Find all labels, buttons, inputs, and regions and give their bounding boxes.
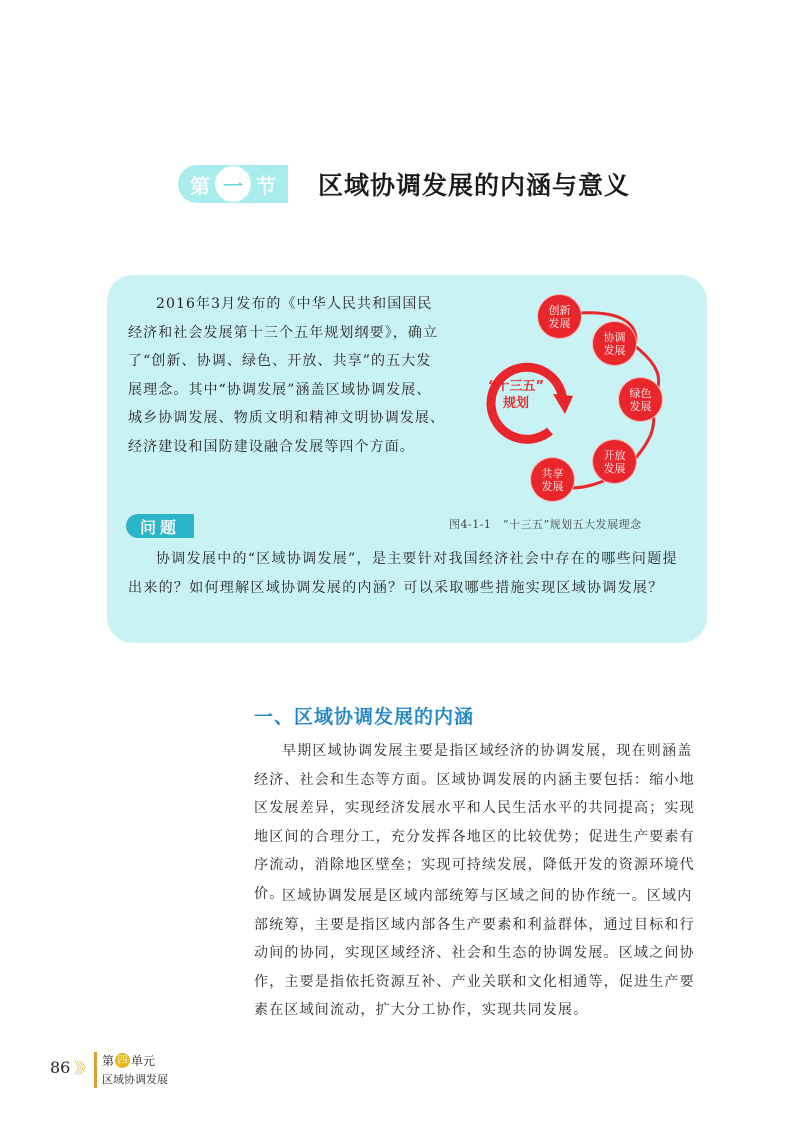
- body-paragraph-2: 区域协调发展是区域内部统筹与区域之间的协作统一。区域内部统筹，主要是指区域内部各生产要素和利益群体，通过目标和行动间的协同，实现区域经济、社会和生态的协调发展。区域之间协作，主要是指依托资源互补、产业关联和文化相通等，促进生产要素在区域间流动，扩大分工协作，实现共同发展。: [254, 888, 695, 1018]
- subsection-heading: 一、区域协调发展的内涵: [254, 706, 475, 728]
- node-coordination: [593, 322, 636, 365]
- node-openness: [593, 440, 636, 483]
- intro-paragraph: 2016年3月发布的《中华人民共和国国民经济和社会发展第十三个五年规划纲要》，确立了“创新、协调、绿色、开放、共享”的五大发展理念。其中“协调发展”涵盖区域协调发展、城乡协调发展、物质文明和精神文明协调发展、经济建设和国防建设融合发展等四个方面。: [128, 296, 446, 455]
- section-tag-suffix: 节: [256, 173, 276, 198]
- section-title: 区域协调发展的内涵与意义: [318, 171, 631, 200]
- center-label-line2: 规划: [502, 396, 529, 411]
- cycle-arrowhead: [553, 394, 573, 414]
- node-label: 发展: [548, 316, 571, 330]
- unit-number-badge: 四: [115, 1053, 130, 1068]
- unit-title: 区域协调发展: [102, 1073, 168, 1086]
- section-number-badge: [215, 166, 251, 202]
- center-label-line1: “十三五”: [487, 379, 545, 394]
- question-paragraph: 协调发展中的“区域协调发展”，是主要针对我国经济社会中存在的哪些问题提出来的？如何理解区域协调发展的内涵？可以采取哪些措施实现区域协调发展？: [128, 551, 678, 596]
- node-label: 发展: [603, 343, 626, 357]
- five-development-concepts-figure: [475, 286, 705, 511]
- node-label: 绿色: [629, 386, 652, 400]
- node-label: 创新: [548, 303, 571, 317]
- section-number: 一: [223, 173, 243, 198]
- center-label: [481, 378, 551, 412]
- node-label: 开放: [603, 448, 626, 462]
- figure-caption: 图4-1-1 “十三五”规划五大发展理念: [449, 518, 642, 531]
- node-label: 发展: [603, 461, 626, 475]
- page-number: 86: [50, 1058, 71, 1077]
- section-tag-prefix: 第: [190, 173, 210, 198]
- node-sharing: [531, 458, 574, 501]
- unit-prefix: 第: [102, 1054, 115, 1068]
- node-innovation: [538, 295, 581, 338]
- section-tag: [178, 165, 288, 203]
- node-label: 发展: [541, 479, 564, 493]
- body-paragraph-1: 早期区域协调发展主要是指区域经济的协调发展，现在则涵盖经济、社会和生态等方面。区域协调发展的内涵主要包括：缩小地区发展差异，实现经济发展水平和人民生活水平的共同提高；实现地区间的合理分工，充分发挥各地区的比较优势；促进生产要素有序流动，消除地区壁垒；实现可持续发展，降低开发的资源环境代价。: [254, 743, 695, 902]
- node-label: 协调: [603, 330, 626, 344]
- unit-suffix: 单元: [131, 1054, 156, 1068]
- unit-label: [102, 1052, 155, 1069]
- node-label: 共享: [541, 466, 564, 480]
- node-green: [619, 378, 662, 421]
- footer-divider: [94, 1052, 97, 1088]
- node-label: 发展: [629, 399, 652, 413]
- page-arrows-icon: 》》: [74, 1059, 91, 1077]
- question-tag: 问题: [126, 514, 194, 538]
